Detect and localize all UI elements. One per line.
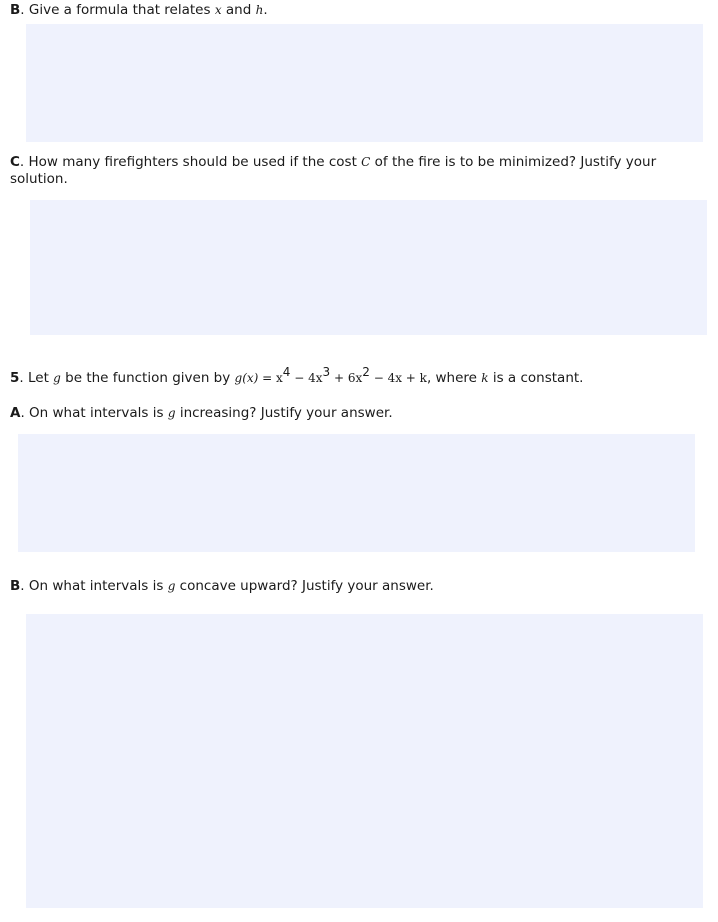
question-5a-prompt: A. On what intervals is g increasing? Justify your answer. [10,405,393,421]
question-4b-prompt: B. Give a formula that relates x and h. [10,2,268,18]
question-4c-prompt: C. How many firefighters should be used if the cost C of the fire is to be minimized? Justify your solution. [10,154,657,187]
function-formula: $g(x) = x^4 - 4x^3 + 6x^2 - 4x + k$ [234,365,427,385]
answer-box-5a[interactable] [18,434,695,552]
part-letter: A [10,405,21,421]
question-5-stem: 5. Let g be the function given by $g(x) = x^4 - 4x^3 + 6x^2 - 4x + k$, where k is a constant. [10,365,584,386]
part-letter: B [10,2,21,18]
answer-box-5b[interactable] [26,614,703,908]
part-letter: B [10,578,21,594]
answer-box-4b[interactable] [26,24,703,142]
answer-box-4c[interactable] [30,200,707,335]
question-number: 5 [10,370,20,386]
question-5b-prompt: B. On what intervals is g concave upward? Justify your answer. [10,578,434,594]
part-letter: C [10,154,20,170]
